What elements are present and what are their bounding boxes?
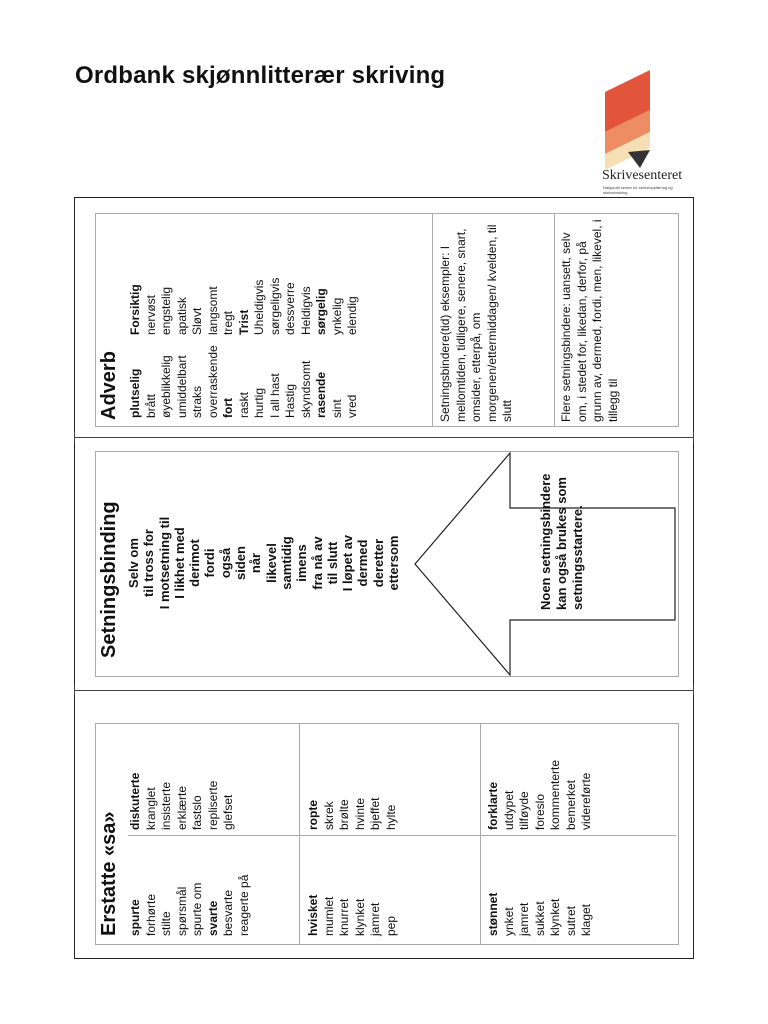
word-item: sørgeligvis bbox=[267, 277, 282, 335]
word-item: Forsiktig bbox=[128, 284, 142, 335]
word-item: spurte bbox=[128, 899, 142, 936]
word-item: bemerket bbox=[563, 779, 578, 830]
word-item: hvinte bbox=[352, 797, 367, 830]
word-item: klynket bbox=[548, 898, 562, 936]
connector-list bbox=[126, 448, 401, 678]
word-item: forhørte bbox=[143, 893, 158, 936]
word-item: brølte bbox=[337, 799, 351, 830]
setningsbinding-heading: Setningsbinding bbox=[98, 501, 120, 658]
arrow-caption bbox=[538, 473, 586, 610]
word-item: tilføyde bbox=[517, 791, 531, 830]
connector-word: til slutt bbox=[324, 541, 340, 585]
connector-word: når bbox=[248, 552, 264, 574]
word-item: repliserte bbox=[205, 780, 220, 830]
word-item: skyndsomt bbox=[298, 360, 313, 418]
word-item: umiddelbart bbox=[174, 355, 189, 418]
word-item: hylte bbox=[383, 804, 398, 830]
word-item: spørsmål bbox=[174, 886, 189, 936]
page-title: Ordbank skjønnlitterær skriving bbox=[75, 62, 446, 89]
word-item: erklærte bbox=[174, 785, 189, 830]
connector-word: også bbox=[217, 547, 233, 579]
connector-word: fordi bbox=[202, 548, 218, 578]
connector-word: deretter bbox=[370, 538, 386, 588]
arrow-caption-line: Noen setningsbindere bbox=[538, 473, 553, 610]
word-item: stilte bbox=[159, 911, 173, 936]
word-item: kommenterte bbox=[548, 759, 562, 830]
word-item: overraskende bbox=[205, 345, 220, 418]
separator-2 bbox=[74, 690, 694, 691]
word-item: Heldigvis bbox=[298, 286, 313, 335]
word-item: sørgelig bbox=[314, 288, 328, 335]
word-item: dessverre bbox=[283, 282, 297, 335]
connector-word: I løpet av bbox=[340, 534, 356, 592]
word-item: klynket bbox=[352, 898, 367, 936]
word-item: mumlet bbox=[321, 896, 336, 936]
adverb-note-time: Setningsbindere(tid) eksempler: I mellomtiden, tidligere, senere, snart, omsider, etterpå, om morgenen/ettermiddagen/ kvelden, til slutt bbox=[438, 224, 514, 422]
connector-word: til tross for bbox=[141, 529, 157, 597]
panel-setningsbinding bbox=[90, 448, 687, 680]
word-item: bjeffet bbox=[368, 797, 382, 830]
word-item: hvisket bbox=[306, 894, 320, 936]
word-item: reagerte på bbox=[236, 874, 251, 936]
adverb-column-1 bbox=[128, 345, 361, 418]
connector-word: dermed bbox=[355, 539, 371, 587]
adverb-column-2 bbox=[128, 278, 361, 335]
word-group bbox=[128, 773, 237, 830]
word-item: Hastig bbox=[283, 383, 297, 418]
word-group bbox=[486, 760, 595, 830]
word-item: forklarte bbox=[486, 781, 500, 830]
word-item: spurte om bbox=[190, 882, 204, 936]
connector-word: likevel bbox=[263, 543, 279, 583]
word-item: utdypet bbox=[501, 790, 516, 830]
word-item: ynket bbox=[501, 907, 516, 936]
word-group bbox=[306, 798, 399, 830]
word-item: fastslo bbox=[190, 795, 204, 830]
word-item: apatisk bbox=[174, 296, 189, 335]
word-item: kranglet bbox=[143, 787, 158, 830]
word-group bbox=[306, 895, 399, 936]
word-item: sutret bbox=[563, 905, 578, 936]
word-item: Uheldigvis bbox=[252, 279, 266, 335]
word-item: straks bbox=[190, 385, 204, 418]
word-item: fort bbox=[221, 398, 235, 418]
word-item: foreslo bbox=[532, 793, 547, 830]
word-item: øyeblikkelig bbox=[159, 355, 173, 418]
word-item: ynkelig bbox=[329, 297, 344, 335]
word-item: svarte bbox=[205, 900, 220, 936]
connector-word: I motsetning til bbox=[156, 516, 172, 610]
word-item: brått bbox=[143, 393, 158, 418]
connector-word: samtidig bbox=[278, 536, 294, 590]
word-item: insisterte bbox=[159, 781, 173, 830]
word-item: Sløvt bbox=[190, 307, 204, 335]
word-item: ropte bbox=[306, 800, 320, 830]
word-item: diskuterte bbox=[128, 772, 142, 830]
connector-word: imens bbox=[294, 544, 310, 582]
word-item: elendig bbox=[345, 296, 359, 335]
arrow-caption-line: setningsstartere. bbox=[570, 505, 585, 610]
word-item: tregt bbox=[221, 310, 235, 335]
connector-word: siden bbox=[233, 546, 249, 580]
word-item: Trist bbox=[236, 309, 251, 335]
word-item: stønnet bbox=[486, 892, 500, 936]
connector-word: fra nå av bbox=[309, 536, 325, 590]
word-item: besvarte bbox=[221, 889, 235, 936]
word-item: I all hast bbox=[267, 373, 282, 418]
separator-1 bbox=[74, 437, 694, 438]
word-item: langsomt bbox=[205, 286, 220, 335]
panel-adverb-notes bbox=[432, 210, 687, 430]
word-item: skrek bbox=[321, 801, 336, 830]
fold-mark bbox=[693, 685, 694, 695]
adverb-heading: Adverb bbox=[98, 351, 120, 420]
connector-word: derimot bbox=[187, 539, 203, 587]
arrow-caption-line: kan også brukes som bbox=[554, 477, 569, 610]
word-item: jamret bbox=[368, 902, 382, 936]
word-group bbox=[486, 893, 595, 936]
connector-word: Selv om bbox=[126, 538, 141, 588]
word-item: videreførte bbox=[579, 772, 593, 830]
connector-word: ettersom bbox=[386, 535, 402, 591]
word-item: pep bbox=[383, 915, 398, 936]
word-item: sint bbox=[329, 399, 344, 418]
word-item: hurtig bbox=[252, 387, 266, 418]
word-item: sukket bbox=[532, 901, 547, 936]
word-item: glefset bbox=[221, 794, 235, 830]
word-group bbox=[128, 875, 252, 936]
fold-mark bbox=[74, 432, 75, 442]
connector-word: I likhet med bbox=[171, 527, 187, 599]
word-item: raskt bbox=[236, 391, 251, 418]
word-item: klaget bbox=[579, 903, 593, 936]
adverb-note-more: Flere setningsbindere: uansett, selv om, i stedet for, likedan, derfor, på grunn av, dermed, fordi, men, likevel, i tillegg til bbox=[559, 219, 620, 422]
word-item: jamret bbox=[517, 902, 531, 936]
logo-name: Skrivesenteret bbox=[602, 168, 683, 183]
word-item: engstelig bbox=[159, 286, 173, 335]
logo-subtitle: Nasjonalt senter for skriveopplæring og skriveforsking bbox=[603, 185, 673, 195]
word-item: rasende bbox=[314, 371, 328, 418]
fold-mark bbox=[74, 685, 75, 695]
panel-erstatte-sa bbox=[90, 720, 687, 948]
word-item: plutselig bbox=[128, 368, 142, 418]
fold-mark bbox=[693, 432, 694, 442]
word-item: knurret bbox=[337, 898, 351, 936]
erstatte-heading: Erstatte «sa» bbox=[98, 811, 120, 936]
word-item: nervøst bbox=[143, 294, 158, 335]
word-item: vred bbox=[345, 394, 359, 418]
